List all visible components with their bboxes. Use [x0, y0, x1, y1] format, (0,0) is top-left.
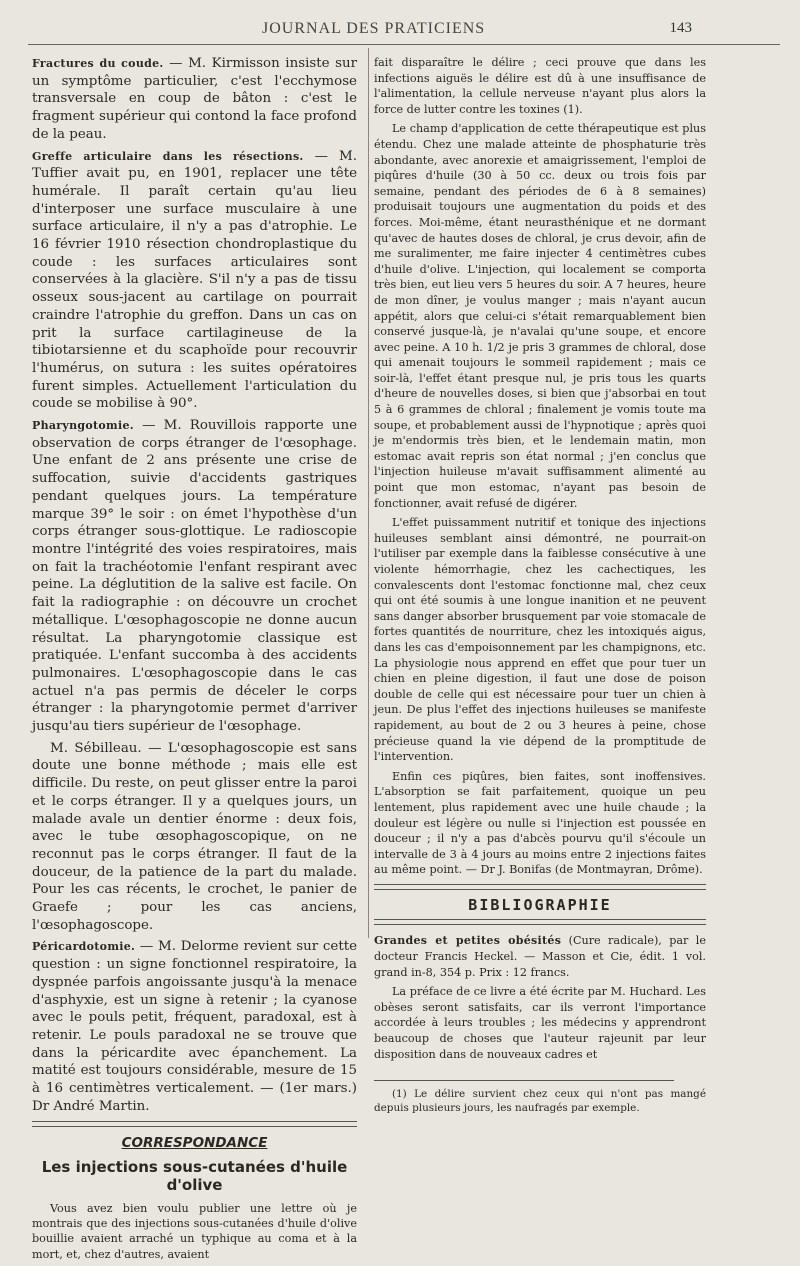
running-title: JOURNAL DES PRATICIENS — [262, 20, 486, 37]
paragraph-pharyngotomie — [32, 417, 357, 736]
paragraph-delire: fait disparaître le délire ; ceci prouve que dans les infections aiguës le délire est dû à une insuffisance de l'alimentation, la cellule nerveuse n'ayant plus alors la force de lutter contre les toxines (1). — [374, 56, 706, 116]
lead-obesites: Grandes et petites obésités — [374, 934, 562, 948]
text-obesites: (Cure radicale), par le docteur Francis Heckel. — Masson et Cie, édit. 1 vol. grand in-8, 354 p. Prix : 12 francs. — [374, 934, 706, 979]
right-column — [374, 55, 706, 1119]
biblio-rule-bottom — [374, 919, 706, 925]
paragraph-greffe — [32, 148, 357, 414]
lead-pericardotomie: Péricardotomie. — [32, 940, 136, 954]
page-number: 143 — [669, 20, 692, 36]
column-divider — [368, 48, 369, 938]
footnote-rule — [374, 1080, 674, 1081]
paragraph-sebilleau: M. Sébilleau. — L'œsophagoscopie est sans doute une bonne méthode ; mais elle est difficile. Du reste, on peut glisser entre la paroi et le corps étranger. Il y a quelques jours, un malade avale un dentier énorme : deux fois, avec le tube œsophagoscopique, on ne reconnut pas le corps étranger. Il faut de la douceur, de la patience de la part du malade. Pour les cas récents, le crochet, le panier de Graefe ; pour les cas anciens, l'œsophagoscope. — [32, 740, 357, 933]
lead-pharyngotomie: Pharyngotomie. — [32, 419, 134, 433]
article-title: Les injections sous-cutanées d'huile d'olive — [41, 1158, 348, 1194]
paragraph-preface: La préface de ce livre a été écrite par M. Huchard. Les obèses seront satisfaits, car ils verront l'importance accordée à leurs troubles ; les médecins y apprendront beaucoup de choses que l'auteur rajeunit par leur disposition dans de nouveaux cadres et — [374, 985, 706, 1061]
section-title-bibliographie: BIBLIOGRAPHIE — [468, 895, 612, 914]
header-rule — [28, 44, 780, 45]
paragraph-enfin: Enfin ces piqûres, bien faites, sont inoffensives. L'absorption se fait parfaitement, quoique un peu lentement, plus rapidement avec une huile chaude ; la douleur est légère ou nulle si l'injection est poussée en douceur ; il n'y a pas d'abcès pourvu qu'il s'écoule un intervalle de 3 à 4 jours au moins entre 2 injections faites au même point. — Dr J. Bonifas (de Montmayran, Drôme). — [374, 769, 706, 877]
biblio-rule-top — [374, 884, 706, 890]
lead-greffe: Greffe articulaire dans les résections. — [32, 149, 304, 163]
paragraph-fractures — [32, 55, 357, 144]
section-title-correspondance: CORRESPONDANCE — [121, 1135, 268, 1152]
text-fractures: — M. Kirmisson insiste sur un symptôme particulier, c'est l'ecchymose transversale en coup de bâton : c'est le fragment supérieur qui contond la face profond de la peau. — [32, 56, 358, 142]
footnote: (1) Le délire survient chez ceux qui n'ont pas mangé depuis plusieurs jours, les naufragés par exemple. — [374, 1088, 706, 1115]
paragraph-obesites — [374, 933, 706, 980]
text-pericardotomie: — M. Delorme revient sur cette question : un signe fonctionnel respiratoire, la dyspnée parfois angoissante jusqu'à la menace d'asphyxie, est un signe à retenir ; la cyanose avec le pouls petit, fréquent, paradoxal, est à retenir. Le pouls paradoxal ne se trouve que dans la péricardite avec épanchement. La matité est toujours considérable, mesure de 15 à 16 centimètres verticalement. — (1er mars.) Dr André Martin. — [32, 939, 358, 1114]
lead-fractures: Fractures du coude. — [32, 57, 164, 70]
text-greffe: — M. Tuffier avait pu, en 1901, replacer une tête humérale. Il paraît certain qu'au lieu d'interposer une surface musculaire à une surface articulaire, il n'y a pas d'atrophie. Le 16 février 1910 résection chondroplastique du coude : les surfaces articulaires sont conservées à la glacière. S'il n'y a pas de tissu osseux sous-jacent au cartilage on pourrait craindre l'atrophie du greffon. Dans un cas on prit la surface cartilagineuse de la tibiotarsienne et du scaphoïde pour recouvrir l'humérus, on sutura : les suites opératoires furent simples. Actuellement l'articulation du coude se mobilise à 90°. — [32, 148, 357, 412]
paragraph-champ: Le champ d'application de cette thérapeutique est plus étendu. Chez une malade atteinte de phosphaturie très abondante, avec anorexie et amaigrissement, l'emploi de piqûres d'huile (30 à 50 cc. deux ou trois fois par semaine, pendant des périodes de 6 à 8 semaines) produisait toujours une augmentation du poids et des forces. Moi-même, étant neurasthénique et ne dormant qu'avec de hautes doses de chloral, je crus devoir, afin de me suralimenter, me faire injecter 4 centimètres cubes d'huile d'olive. L'injection, qui localement se comporta très bien, eut lieu vers 5 heures du soir. A 7 heures, heure de mon dîner, je voulus manger ; mais n'ayant aucun appétit, alors que celui-ci s'était remarquablement bien conservé jusque-là, je n'avalai qu'une soupe, et encore avec peine. A 10 h. 1/2 je pris 3 grammes de chloral, dose qui amenait toujours le sommeil rapidement ; mais ce soir-là, l'effet étant presque nul, je pris tous les quarts d'heure de nouvelles doses, si bien que j'absorbai en tout 5 à 6 grammes de chloral ; finalement je vomis toute ma soupe, et probablement aussi de l'hypnotique ; après quoi je m'endormis très bien, et le lendemain matin, mon estomac avait repris son état normal ; j'en conclus que l'injection huileuse m'avait suffisamment alimenté au point que mon estomac, n'ayant pas besoin de fonctionner, avait refusé de digérer. — [374, 122, 706, 510]
section-rule — [32, 1121, 357, 1127]
page-header — [0, 20, 800, 44]
left-column — [32, 55, 357, 1266]
paragraph-effet: L'effet puissamment nutritif et tonique des injections huileuses semblant ainsi démontré, ne pourrait-on l'utiliser par exemple dans la faiblesse consécutive à une violente hémorrhagie, chez les cachectiques, les convalescents dont l'estomac fonctionne mal, chez ceux qui ont été soumis à une longue inanition et ne peuvent sans danger absorber brusquement par voie stomacale de fortes quantités de nourriture, chez les intoxiqués aigus, dans les cas d'empoisonnement par les champignons, etc. La physiologie nous apprend en effet que pour tuer un chien en pleine digestion, il faut une dose de poison double de celle qui est nécessaire pour tuer un chien à jeun. De plus l'effet des injections huileuses se manifeste rapidement, au bout de 2 ou 3 heures à peine, chose précieuse quand la vie dépend de la promptitude de l'intervention. — [374, 516, 706, 764]
paragraph-injections: Vous avez bien voulu publier une lettre où je montrais que des injections sous-cutanées d'huile d'olive bouillie avaient arraché un typhique au coma et à la mort, et, chez d'autres, avaient — [32, 1201, 357, 1261]
text-pharyngotomie: — M. Rouvillois rapporte une observation de corps étranger de l'œsophage. Une enfant de 2 ans présente une crise de suffocation, suivie d'accidents gastriques pendant quelques jours. La température marque 39° le soir : on émet l'hypothèse d'un corps étranger sous-glottique. Le radioscopie montre l'intégrité des voies respiratoires, mais on fait la trachéotomie l'enfant respirant avec peine. La déglutition de la salive est facile. On fait la radiographie : on découvre un crochet métallique. L'œsophagoscopie ne donne aucun résultat. La pharyngotomie classique est pratiquée. L'enfant succomba à des accidents pulmonaires. L'œsophagoscopie dans le cas actuel n'a pas permis de déceler le corps étranger : la pharyngotomie permet d'arriver jusqu'au tiers supérieur de l'œsophage. — [32, 418, 357, 735]
paragraph-pericardotomie — [32, 938, 357, 1115]
